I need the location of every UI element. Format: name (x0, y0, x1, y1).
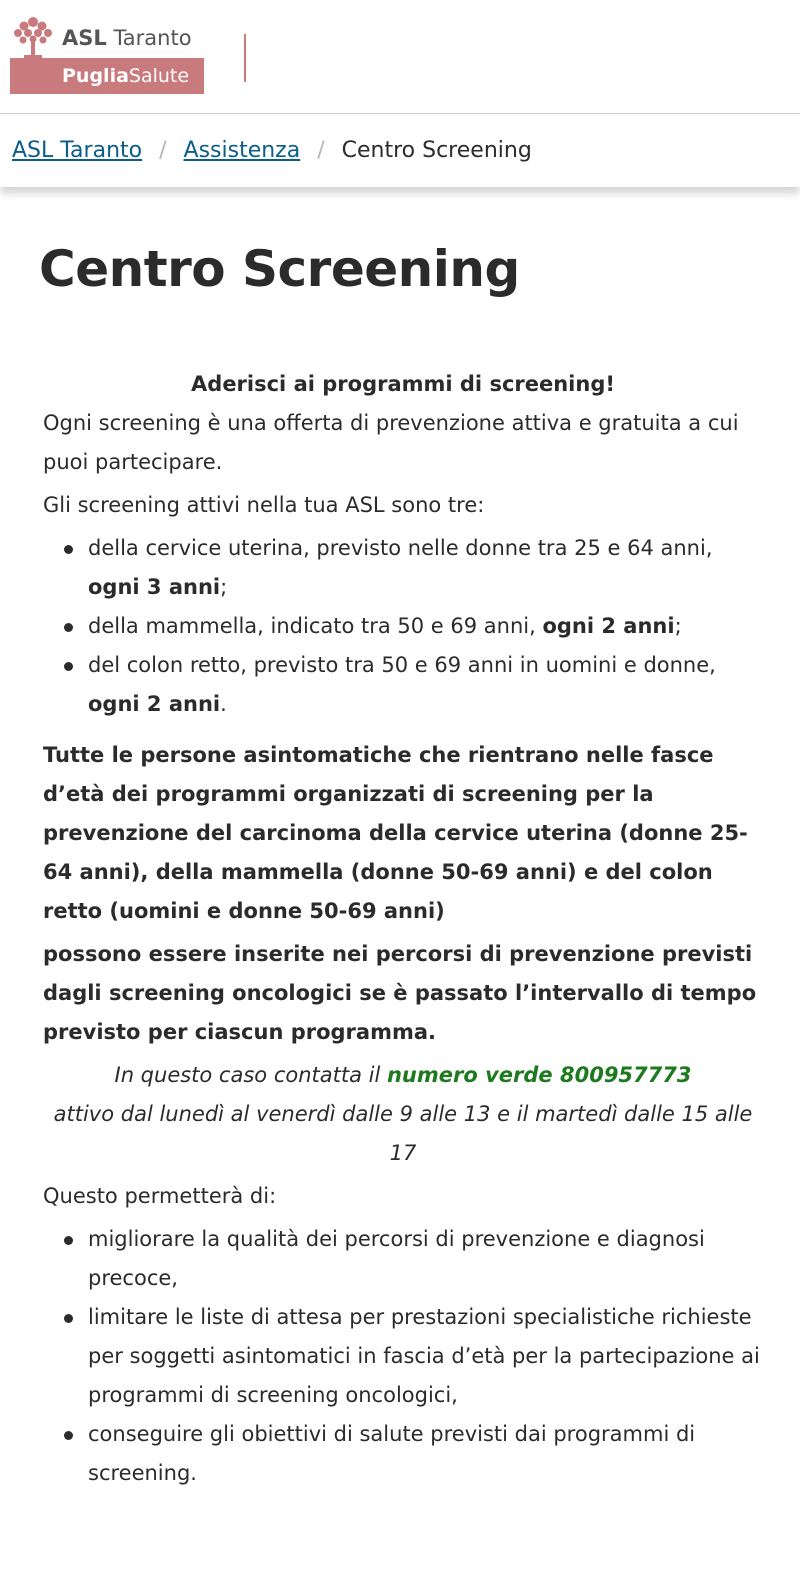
list-item (88, 529, 763, 607)
benefits-intro: Questo permetterà di: (43, 1184, 277, 1208)
list-item-text: della mammella, indicato tra 50 e 69 anni, (88, 614, 543, 638)
article-body (43, 365, 763, 1493)
site-header (0, 0, 800, 114)
toll-free-number[interactable]: numero verde 800957773 (386, 1063, 692, 1087)
list-item: conseguire gli obiettivi di salute previsti dai programmi di screening. (88, 1415, 763, 1493)
list-intro: Gli screening attivi nella tua ASL sono tre: (43, 493, 485, 517)
list-item-end: ; (674, 614, 682, 638)
logo-band-rest: Salute (128, 65, 190, 87)
logo-band-bold: Puglia (62, 65, 129, 87)
list-item (88, 607, 763, 646)
screening-list (43, 529, 763, 724)
logo-secondary: Taranto (113, 26, 192, 50)
list-item (88, 646, 763, 724)
contact-prefix: In questo caso contatta il (114, 1063, 387, 1087)
intro-text: Ogni screening è una offerta di prevenzione attiva e gratuita a cui puoi partecipare. (43, 411, 739, 474)
eligibility-text: Tutte le persone asintomatiche che rientrano nelle fasce d’età dei programmi organizzati di screening per la prevenzione del carcinoma della cervice uterina (donne 25-64 anni), della mammella (donne 50-69 anni) e del colon retto (uomini e donne 50-69 anni) (43, 743, 748, 923)
logo-band (10, 58, 204, 94)
tree-icon (10, 14, 56, 58)
page-title: Centro Screening (39, 240, 520, 298)
list-item-end: ; (220, 575, 228, 599)
breadcrumb-separator: / (317, 138, 325, 163)
list-item-frequency: ogni 2 anni (88, 692, 221, 716)
list-item-text: del colon retto, previsto tra 50 e 69 anni in uomini e donne, (88, 653, 716, 677)
breadcrumb (0, 115, 800, 187)
list-item: limitare le liste di attesa per prestazioni specialistiche richieste per soggetti asintomatici in fascia d’età per la partecipazione ai programmi di screening oncologici, (88, 1298, 763, 1415)
eligibility-condition-text: possono essere inserite nei percorsi di prevenzione previsti dagli screening oncologici se è passato l’intervallo di tempo previsto per ciascun programma. (43, 942, 757, 1044)
list-item: migliorare la qualità dei percorsi di prevenzione e diagnosi precoce, (88, 1220, 763, 1298)
list-item-frequency: ogni 2 anni (542, 614, 675, 638)
asl-logo[interactable] (10, 14, 204, 94)
breadcrumb-link-assistenza[interactable]: Assistenza (183, 138, 301, 163)
headline: Aderisci ai programmi di screening! (191, 372, 615, 396)
breadcrumb-separator: / (159, 138, 167, 163)
logo-primary: ASL (62, 26, 107, 50)
list-item-end: . (220, 692, 227, 716)
benefits-list (43, 1220, 763, 1493)
contact-hours: attivo dal lunedì al venerdì dalle 9 alle 13 e il martedì dalle 15 alle 17 (53, 1102, 753, 1165)
logo-wordmark (62, 26, 192, 50)
contact-line (43, 1056, 763, 1095)
breadcrumb-link-asl-taranto[interactable]: ASL Taranto (12, 138, 143, 163)
breadcrumb-current: Centro Screening (341, 138, 532, 163)
list-item-text: della cervice uterina, previsto nelle donne tra 25 e 64 anni, (88, 536, 713, 560)
header-divider (244, 34, 246, 82)
list-item-frequency: ogni 3 anni (88, 575, 221, 599)
